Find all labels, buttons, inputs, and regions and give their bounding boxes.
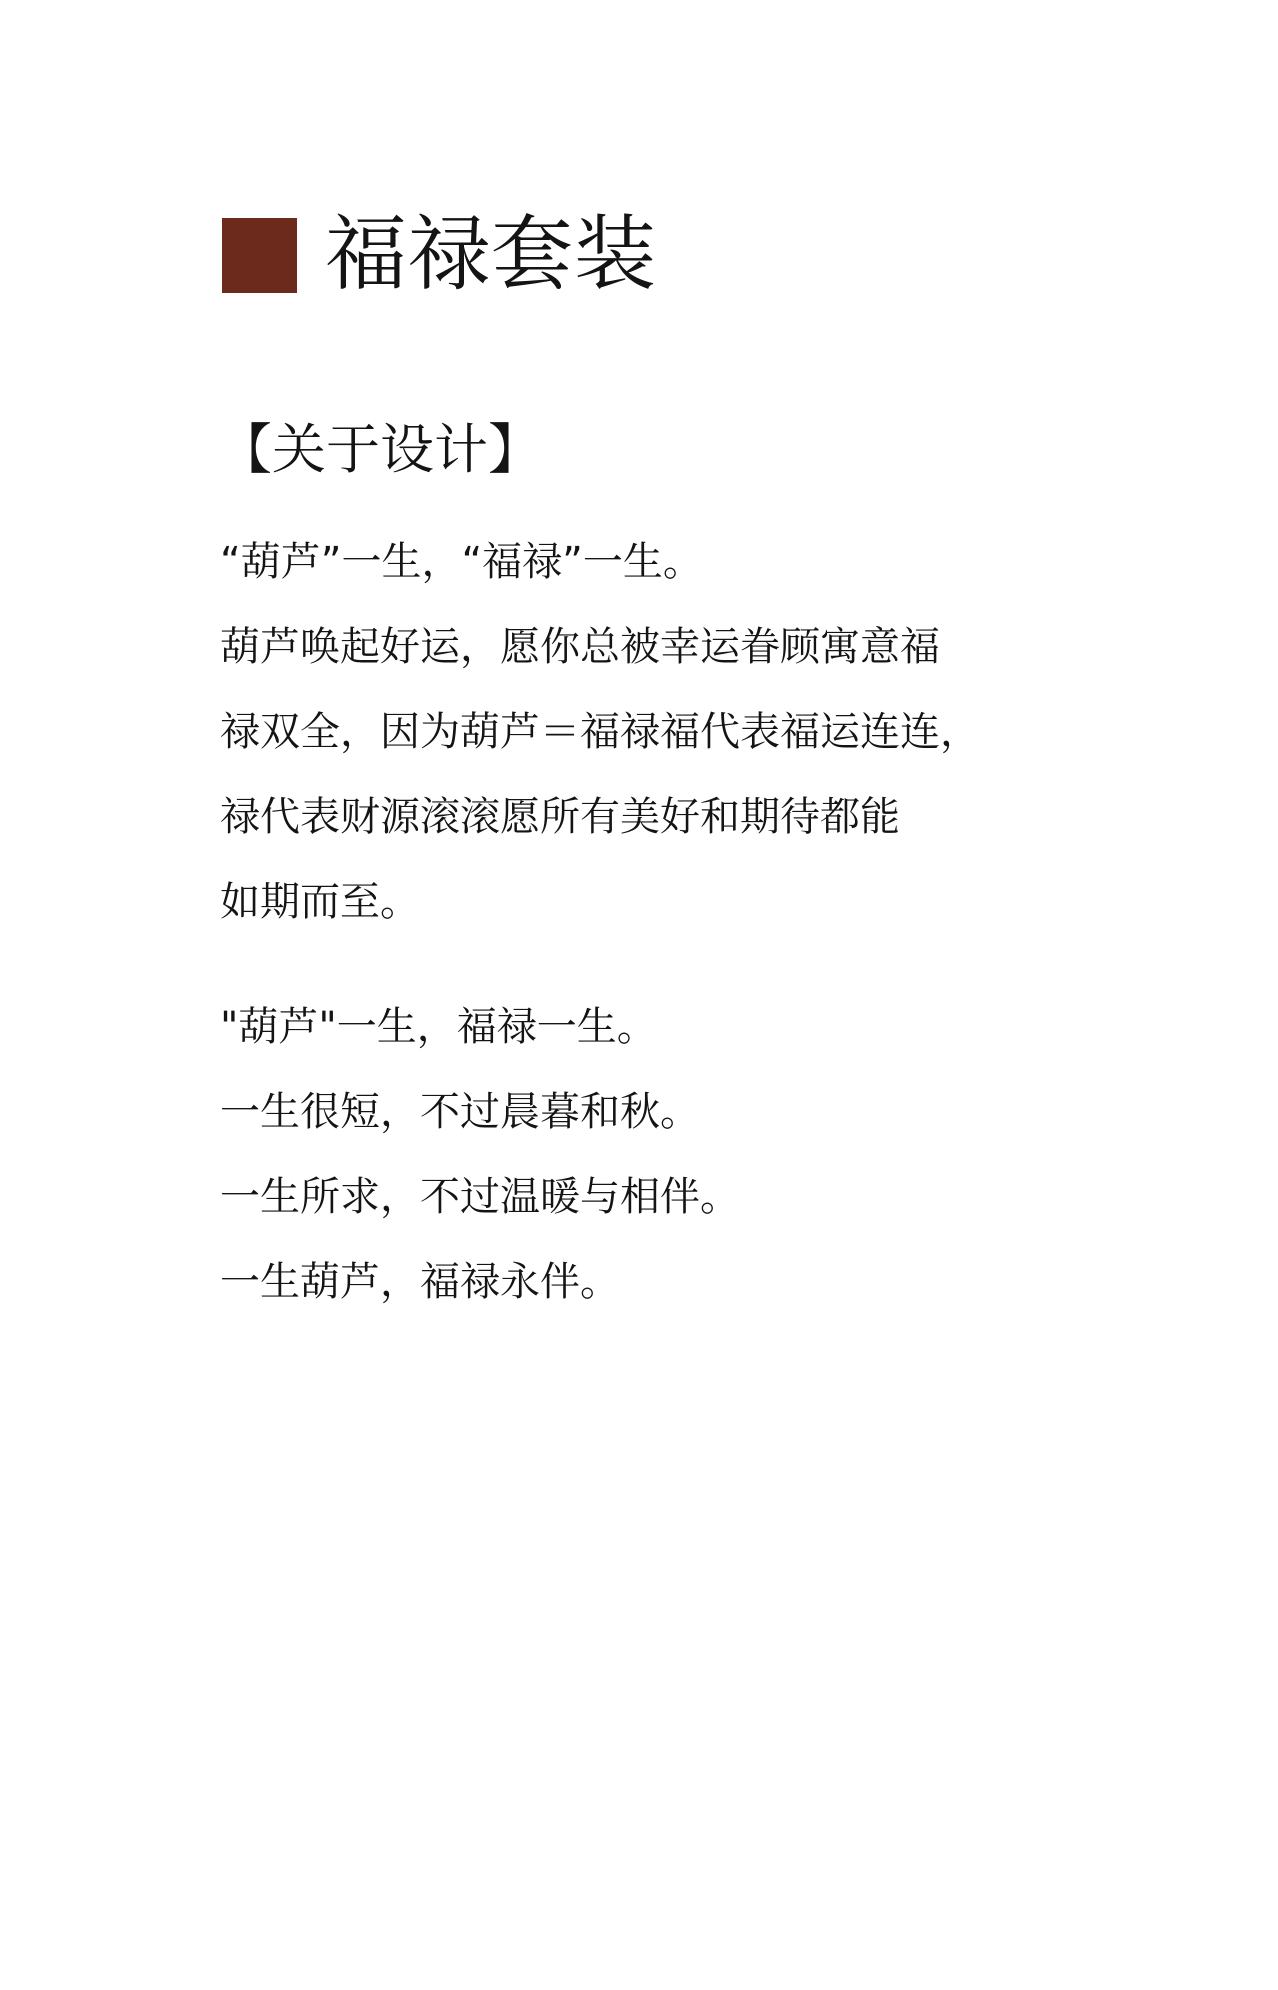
paragraph-line: 禄代表财源滚滚愿所有美好和期待都能 [220, 794, 900, 840]
paragraph-line: 一生很短，不过晨暮和秋。 [220, 1089, 700, 1135]
design-paragraph-2 [220, 997, 980, 1337]
paragraph-line: 禄双全，因为葫芦＝福禄福代表福运连连， [220, 709, 980, 755]
accent-square [222, 218, 297, 293]
paragraph-line: "葫芦"一生，福禄一生。 [220, 1004, 657, 1050]
paragraph-line: 一生所求，不过温暖与相伴。 [220, 1174, 740, 1220]
design-paragraph-1 [220, 532, 980, 957]
paragraph-line: 葫芦唤起好运，愿你总被幸运眷顾寓意福 [220, 624, 940, 670]
title-row [222, 207, 658, 302]
page-title: 福禄套装 [325, 207, 658, 302]
paragraph-line: 如期而至。 [220, 879, 420, 925]
section-heading: 【关于设计】 [218, 418, 542, 481]
paragraph-line: 一生葫芦，福禄永伴。 [220, 1259, 620, 1305]
paragraph-line: “葫芦”一生，“福禄”一生。 [220, 539, 703, 585]
